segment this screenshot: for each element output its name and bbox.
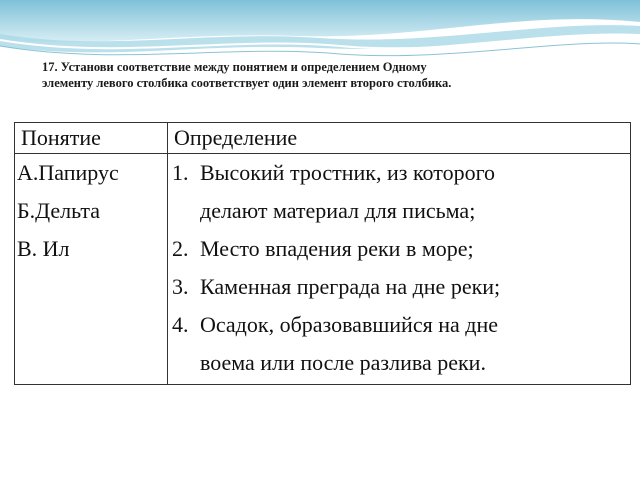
header-definition: Определение <box>168 123 631 154</box>
definition-text: Высокий тростник, из которого <box>200 160 496 185</box>
terms-cell <box>15 154 168 385</box>
definition-4 <box>168 306 630 382</box>
definition-number: 3. <box>172 274 189 299</box>
term-a: А.Папирус <box>17 160 119 185</box>
definition-1 <box>168 154 630 230</box>
definition-number: 2. <box>172 236 189 261</box>
definition-3 <box>168 268 630 306</box>
definitions-cell <box>168 154 631 385</box>
definition-number: 4. <box>172 312 189 337</box>
definition-text: Место впадения реки в море; <box>200 236 474 261</box>
term-b: Б.Дельта <box>17 198 100 223</box>
definition-number: 1. <box>172 160 189 185</box>
term-c: В. Ил <box>17 236 70 261</box>
definition-text: Каменная преграда на дне реки; <box>200 274 501 299</box>
header-term: Понятие <box>15 123 168 154</box>
definition-2 <box>168 230 630 268</box>
task-line-2: элементу левого столбика соответствует один элемент второго столбика. <box>42 76 452 90</box>
definition-text: Осадок, образовавшийся на дне <box>200 312 498 337</box>
task-line-1: 17. Установи соответствие между понятием и определением Одному <box>42 60 427 74</box>
task-statement <box>42 59 622 91</box>
definition-text: делают материал для письма; <box>200 198 476 223</box>
matching-table <box>14 122 631 385</box>
definition-text: воема или после разлива реки. <box>200 350 486 375</box>
